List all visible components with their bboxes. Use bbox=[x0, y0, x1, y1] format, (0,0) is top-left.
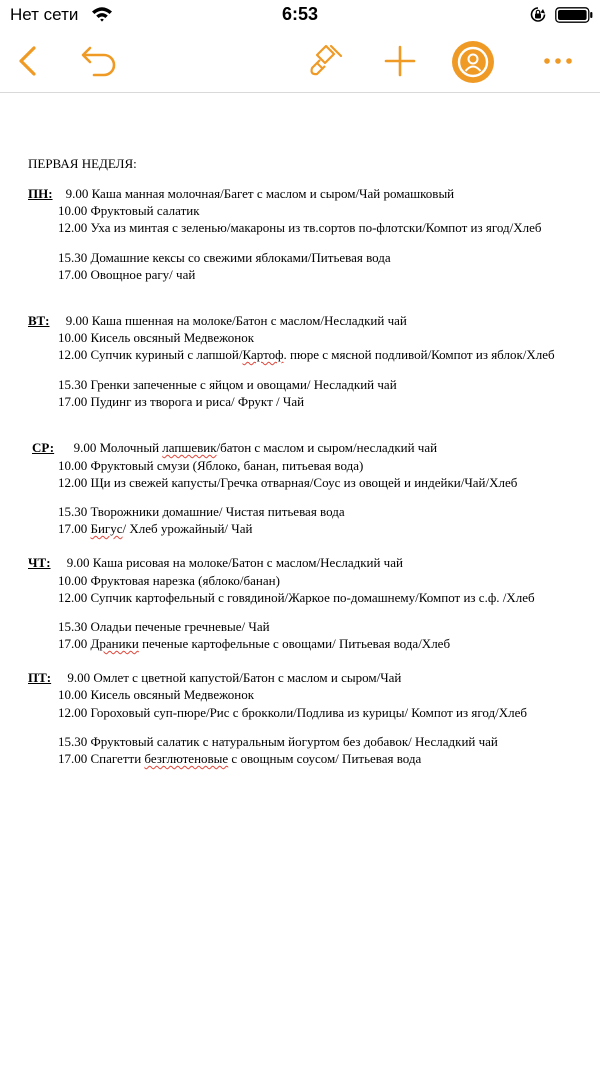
meal-line: 10.00 Кисель овсяный Медвежонок bbox=[58, 330, 255, 345]
document-page[interactable] bbox=[0, 93, 600, 1066]
back-chevron-icon[interactable] bbox=[14, 44, 42, 78]
meal-line: 17.00 Бигус/ Хлеб урожайный/ Чай bbox=[58, 521, 253, 536]
document-toolbar bbox=[0, 32, 600, 93]
day-friday: ПТ: 9.00 Омлет с цветной капустой/Батон с маслом и сыром/Чай bbox=[28, 670, 402, 685]
day-label: ВТ: bbox=[28, 313, 50, 328]
carrier-label: Нет сети bbox=[10, 5, 79, 24]
meal-line: 10.00 Фруктовая нарезка (яблоко/банан) bbox=[58, 573, 280, 588]
meal-line: 12.00 Уха из минтая с зеленью/макароны из тв.сортов по-флотски/Компот из ягод/Хлеб bbox=[58, 220, 542, 235]
meal-line: 17.00 Пудинг из творога и риса/ Фрукт / Чай bbox=[58, 394, 305, 409]
orientation-lock-icon bbox=[530, 6, 546, 23]
meal-line: 15.30 Фруктовый салатик с натуральным йогуртом без добавок/ Несладкий чай bbox=[58, 734, 498, 749]
day-label: ЧТ: bbox=[28, 555, 51, 570]
meal-line: 15.30 Оладьи печеные гречневые/ Чай bbox=[58, 619, 270, 634]
spellcheck-word: Картоф bbox=[242, 347, 284, 362]
battery-icon bbox=[555, 7, 593, 23]
day-label: ПН: bbox=[28, 186, 53, 201]
meal-line: 15.30 Творожники домашние/ Чистая питьевая вода bbox=[58, 504, 345, 519]
meal-line: 17.00 Драники печеные картофельные с овощами/ Питьевая вода/Хлеб bbox=[58, 636, 451, 651]
undo-icon[interactable] bbox=[80, 45, 118, 77]
meal-line: 12.00 Гороховый суп-пюре/Рис с брокколи/Подлива из курицы/ Компот из ягод/Хлеб bbox=[58, 705, 527, 720]
day-thursday: ЧТ: 9.00 Каша рисовая на молоке/Батон с маслом/Несладкий чай bbox=[28, 555, 403, 570]
meal-line: 10.00 Кисель овсяный Медвежонок bbox=[58, 687, 255, 702]
day-monday: ПН: 9.00 Каша манная молочная/Багет с маслом и сыром/Чай ромашковый bbox=[28, 186, 455, 201]
spellcheck-word: Драники bbox=[90, 636, 139, 651]
collaborate-icon[interactable] bbox=[451, 40, 495, 84]
spellcheck-word: Бигус bbox=[90, 521, 123, 536]
meal-line: 10.00 Фруктовый салатик bbox=[58, 203, 200, 218]
day-label: СР: bbox=[32, 440, 55, 455]
week-heading: ПЕРВАЯ НЕДЕЛЯ: bbox=[28, 156, 137, 171]
meal-line: 15.30 Гренки запеченные с яйцом и овощами/ Несладкий чай bbox=[58, 377, 397, 392]
spellcheck-word: безглютеновые bbox=[144, 751, 229, 766]
meal-line: 12.00 Супчик картофельный с говядиной/Жаркое по-домашнему/Компот из с.ф. /Хлеб bbox=[58, 590, 535, 605]
day-wednesday: СР: 9.00 Молочный лапшевик/батон с маслом и сыром/несладкий чай bbox=[32, 440, 438, 455]
more-icon[interactable] bbox=[542, 56, 574, 66]
clock: 6:53 bbox=[281, 4, 319, 24]
meal-line: 10.00 Фруктовый смузи (Яблоко, банан, питьевая вода) bbox=[58, 458, 364, 473]
day-label: ПТ: bbox=[28, 670, 52, 685]
meal-line: 12.00 Щи из свежей капусты/Гречка отварная/Соус из овощей и индейки/Чай/Хлеб bbox=[58, 475, 518, 490]
add-icon[interactable] bbox=[383, 44, 417, 78]
spellcheck-word: лапшевик bbox=[162, 440, 217, 455]
status-bar bbox=[0, 0, 600, 32]
format-brush-icon[interactable] bbox=[308, 42, 344, 78]
meal-line: 15.30 Домашние кексы со свежими яблоками/Питьевая вода bbox=[58, 250, 391, 265]
day-tuesday: ВТ: 9.00 Каша пшенная на молоке/Батон с маслом/Несладкий чай bbox=[28, 313, 407, 328]
meal-line: 17.00 Спагетти безглютеновые с овощным соусом/ Питьевая вода bbox=[58, 751, 422, 766]
meal-line: 12.00 Супчик куриный с лапшой/Картоф. пюре с мясной подливой/Компот из яблок/Хлеб bbox=[58, 347, 555, 362]
meal-line: 17.00 Овощное рагу/ чай bbox=[58, 267, 196, 282]
